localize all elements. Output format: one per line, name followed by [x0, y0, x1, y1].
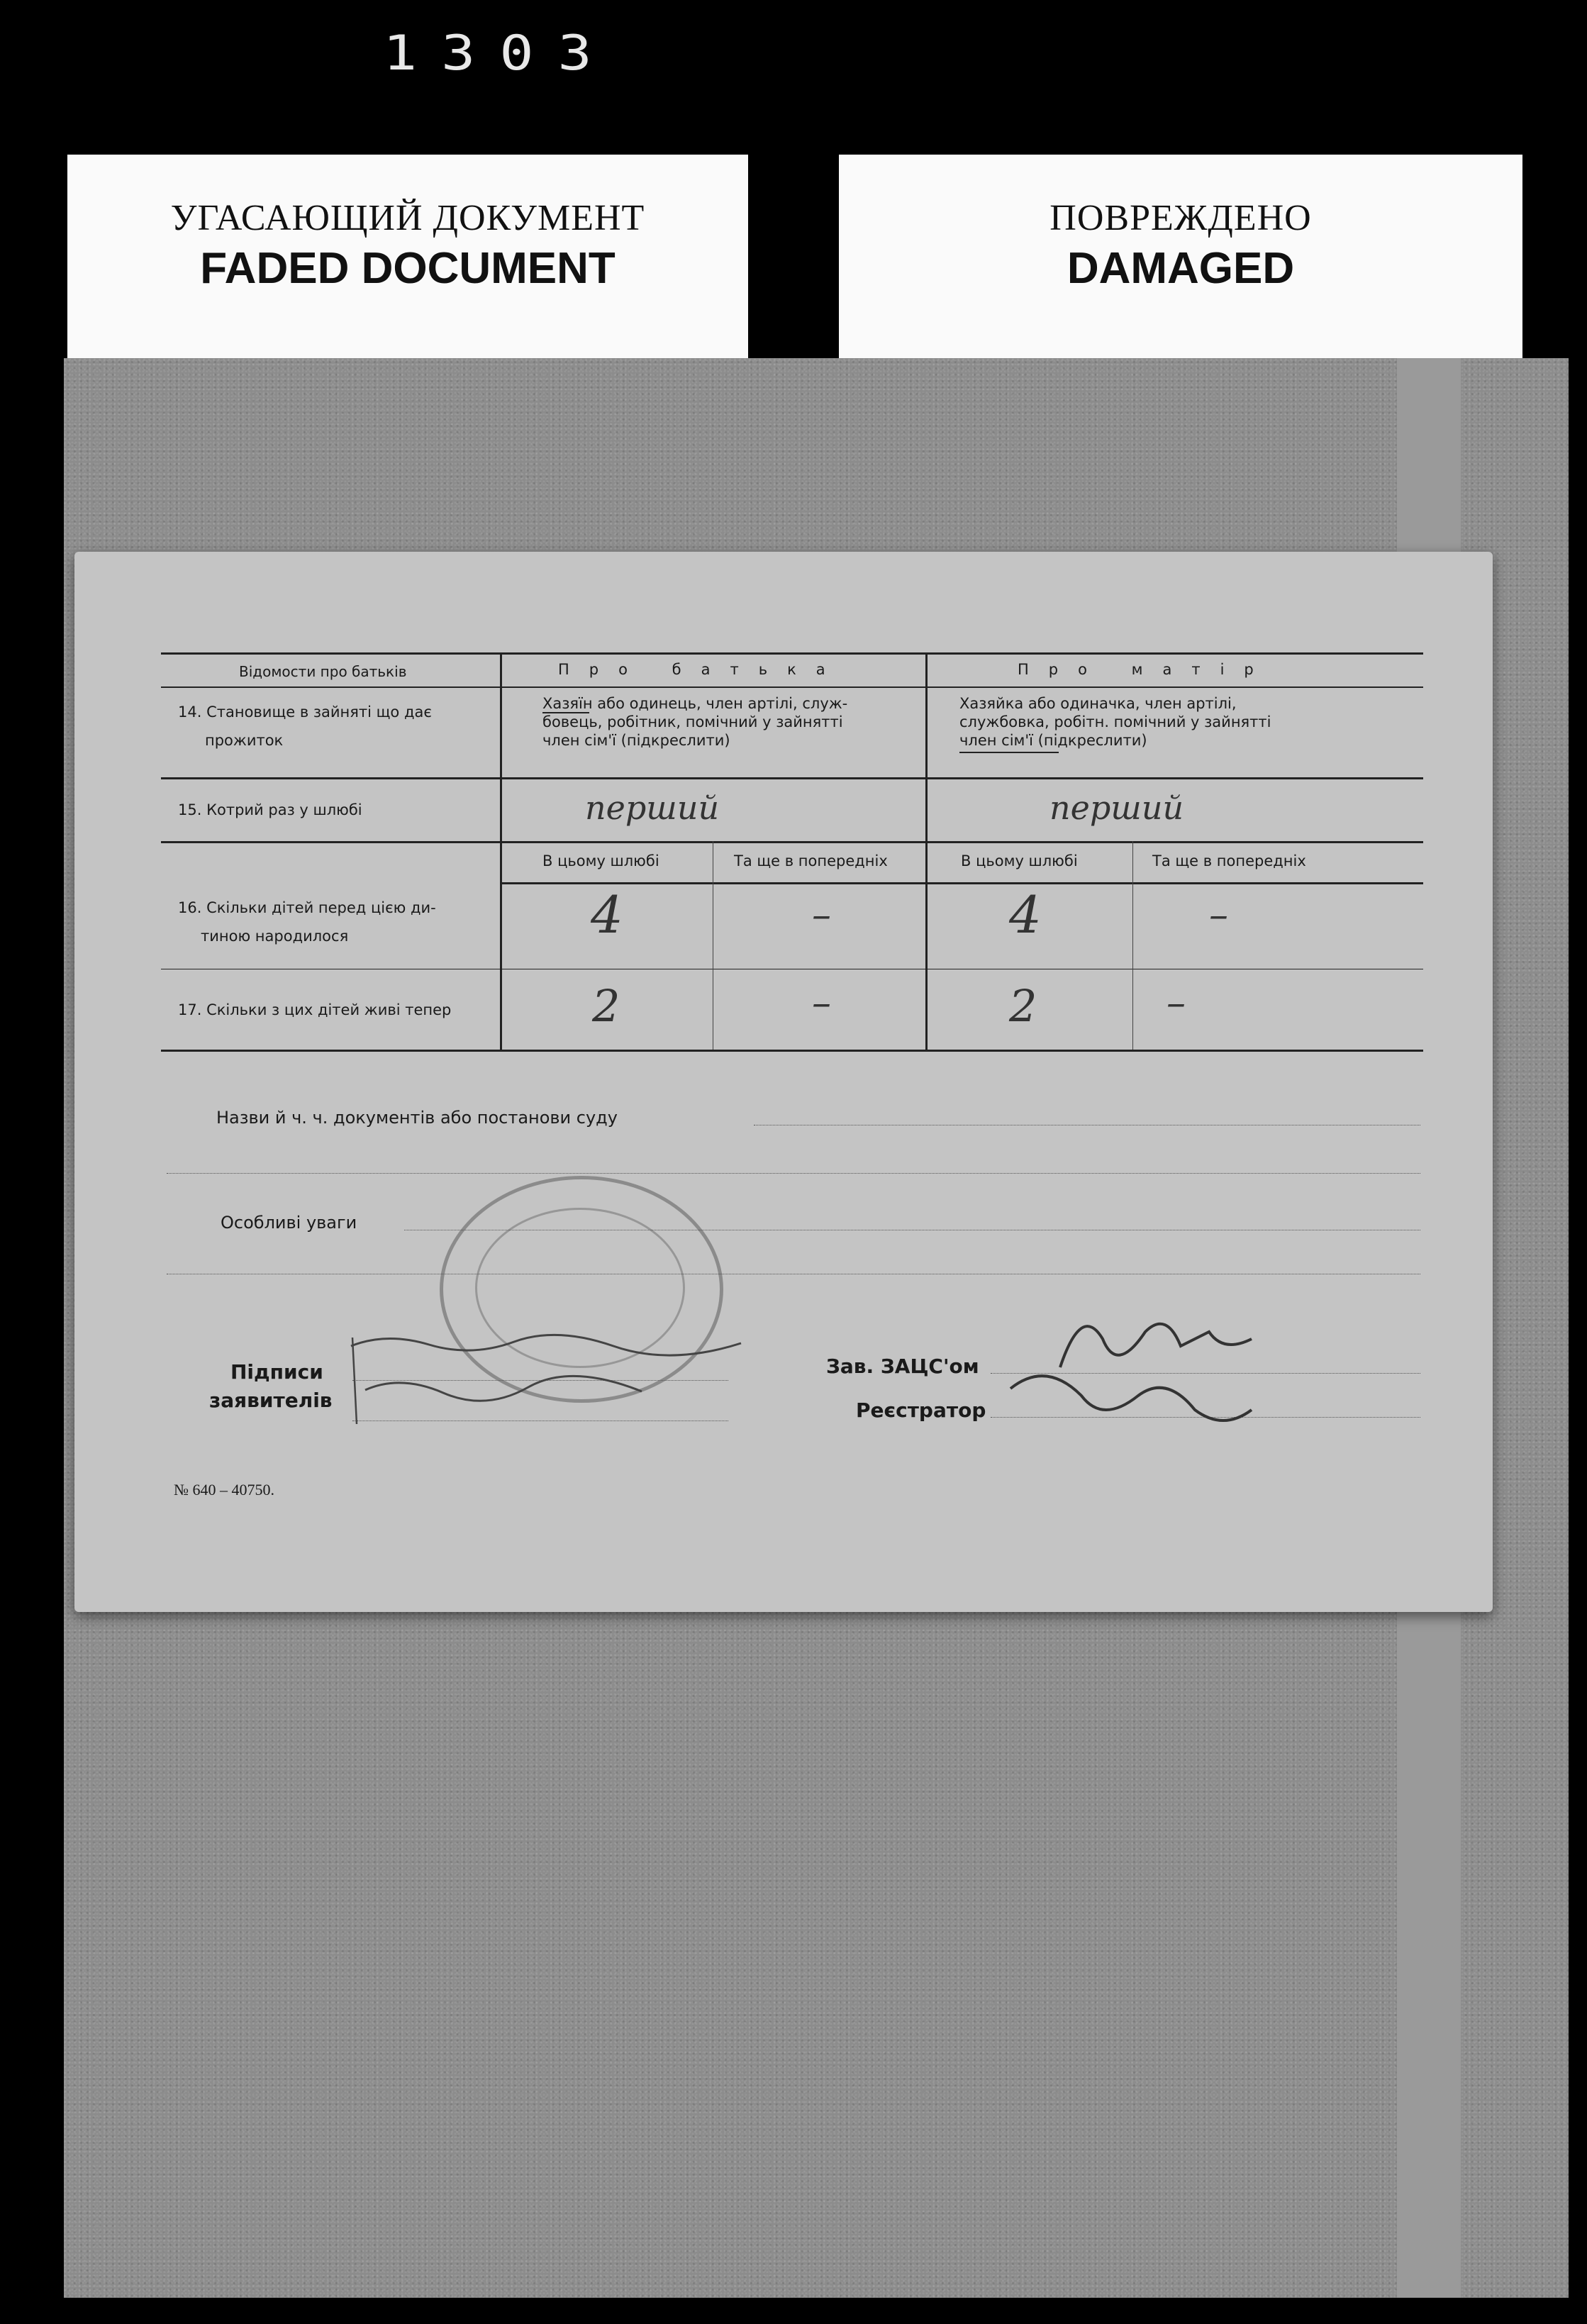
row14-mother-options: член сім'ї (підкреслити)	[959, 732, 1147, 749]
row15-label: 15. Котрий раз у шлюбі	[178, 801, 362, 818]
damaged-label	[839, 155, 1522, 360]
head-registrar-signature	[996, 1289, 1294, 1445]
row16-mother-prev: –	[1209, 892, 1228, 937]
column-rule	[1132, 841, 1133, 1050]
subheader-mother-this: В цьому шлюбі	[961, 852, 1078, 869]
signatures-label-cont: заявителів	[209, 1389, 333, 1412]
subheader-father-previous: Та ще в попередніх	[734, 852, 888, 869]
faded-label-en: FADED DOCUMENT	[200, 244, 616, 293]
head-zags-label: Зав. ЗАЦС'ом	[826, 1355, 979, 1378]
registrar-label: Реєстратор	[856, 1399, 986, 1422]
row14-rule	[161, 777, 1423, 779]
subheader-mother-previous: Та ще в попередніх	[1152, 852, 1306, 869]
row14-mother-options: Хазяйка або одиначка, член артілі,	[959, 695, 1237, 712]
subheader-father-this: В цьому шлюбі	[542, 852, 659, 869]
row14-label: 14. Становище в зайняті що дає	[178, 704, 432, 721]
header-rule	[161, 686, 1423, 688]
underline-mark	[959, 752, 1059, 753]
faded-document-label	[67, 155, 748, 372]
row17-mother-this: 2	[1009, 980, 1037, 1032]
row15-mother-value: перший	[1049, 789, 1184, 827]
documents-label: Назви й ч. ч. документів або постанови суду	[216, 1108, 618, 1128]
row15-rule	[161, 841, 1423, 843]
notes-label: Особливі уваги	[221, 1213, 357, 1233]
frame-number: 1303	[383, 24, 616, 82]
row16-label-cont: тиною народилося	[201, 928, 349, 945]
row17-father-this: 2	[592, 980, 620, 1032]
row16-father-this: 4	[591, 885, 623, 945]
row16-father-prev: –	[812, 892, 831, 937]
header-father: Про батька	[558, 661, 845, 678]
row17-mother-prev: –	[1166, 980, 1186, 1025]
row15-father-value: перший	[585, 789, 720, 827]
row16-label: 16. Скільки дітей перед цією ди-	[178, 899, 436, 916]
row14-mother-options: службовка, робітн. помічний у зайнятті	[959, 713, 1271, 730]
row16-mother-this: 4	[1009, 885, 1042, 945]
row14-label-cont: прожиток	[205, 732, 284, 749]
table-top-rule	[161, 652, 1423, 655]
applicant-signatures-scribble	[344, 1325, 769, 1438]
faded-label-ru: УГАСАЮЩИЙ ДОКУМЕНТ	[170, 198, 645, 238]
row14-father-options: бовець, робітник, помічний у зайнятті	[542, 713, 843, 730]
fill-line	[167, 1173, 1420, 1174]
registration-form-card	[74, 552, 1493, 1612]
header-mother: Про матір	[1018, 661, 1274, 678]
signatures-label: Підписи	[230, 1360, 323, 1384]
column-rule	[500, 652, 502, 1050]
row17-label: 17. Скільки з цих дітей живі тепер	[178, 1001, 452, 1018]
row14-father-options: член сім'ї (підкреслити)	[542, 732, 730, 749]
row14-father-options: Хазяїн або одинець, член артілі, служ-	[542, 695, 848, 712]
damaged-label-en: DAMAGED	[1067, 244, 1295, 293]
row17-father-prev: –	[812, 980, 831, 1025]
damaged-label-ru: ПОВРЕЖДЕНО	[1049, 198, 1312, 238]
underline-mark	[542, 712, 589, 713]
header-info: Відомости про батьків	[239, 663, 407, 680]
table-bottom-rule	[161, 1050, 1423, 1052]
column-rule	[925, 652, 928, 1050]
subheader-rule	[500, 882, 1423, 884]
form-number: № 640 – 40750.	[174, 1481, 274, 1499]
